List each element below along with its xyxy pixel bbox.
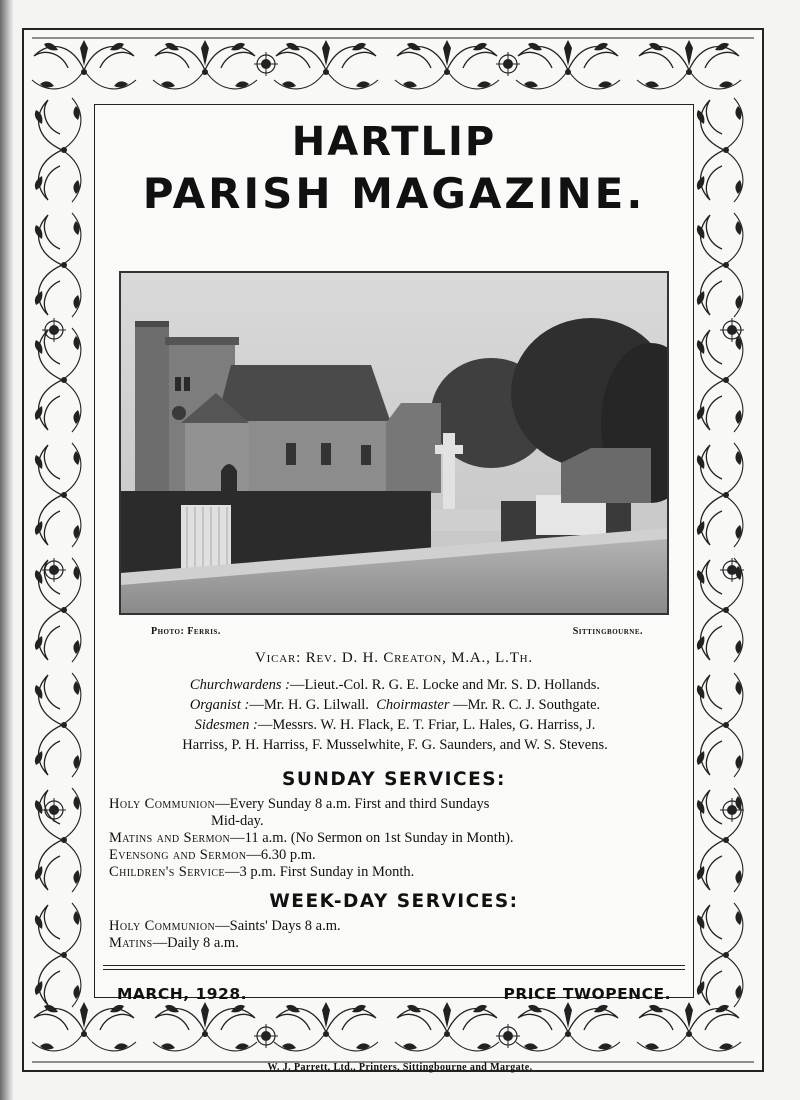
childrens-service-label: Children's Service (109, 864, 225, 880)
cover-content-frame (94, 104, 694, 1003)
vicar-line (95, 650, 693, 667)
holy-communion-continued: Mid-day. (211, 813, 264, 829)
weekday-holy-communion (109, 918, 679, 935)
weekday-holy-communion-times: —Saints' Days 8 a.m. (215, 918, 341, 934)
magazine-cover (22, 28, 764, 1072)
binding-spine (0, 0, 14, 1100)
sidesmen-line-1 (101, 715, 689, 735)
footer-rule-top (103, 965, 685, 966)
printer-imprint: W. J. Parrett, Ltd., Printers, Sittingbourne and Margate. (267, 1062, 533, 1073)
holy-communion-label: Holy Communion (109, 796, 216, 812)
childrens-service-times: —3 p.m. First Sunday in Month. (224, 864, 415, 880)
sidesmen-line-2: Harriss, P. H. Harriss, F. Musselwhite, F. G. Saunders, and W. S. Stevens. (182, 737, 608, 753)
organist-line (101, 695, 689, 715)
masthead-line-1: HARTLIP (291, 119, 497, 165)
weekday-services-heading: WEEK-DAY SERVICES: (269, 891, 519, 912)
organist-name: —Mr. H. G. Lilwall. (249, 697, 369, 713)
churchwardens-line (101, 675, 689, 695)
evensong-label: Evensong and Sermon (109, 847, 247, 863)
organist-label: Organist : (189, 697, 250, 713)
weekday-holy-communion-label: Holy Communion (109, 918, 216, 934)
church-photograph (119, 271, 669, 615)
choirmaster-name: —Mr. R. C. J. Southgate. (449, 697, 601, 713)
evensong-times: —6.30 p.m. (246, 847, 316, 863)
holy-communion-times: —Every Sunday 8 a.m. First and third Sundays (215, 796, 490, 812)
parish-officers (101, 675, 689, 755)
weekday-matins (109, 935, 679, 952)
issue-date: MARCH, 1928. (117, 985, 248, 1003)
matins-sermon-label: Matins and Sermon (109, 830, 231, 846)
masthead-line-2: PARISH MAGAZINE. (142, 169, 646, 218)
vicar-name: Rev. D. H. Creaton, M.A., L.Th. (305, 650, 533, 666)
weekday-matins-times: —Daily 8 a.m. (152, 935, 239, 951)
sunday-evensong (109, 847, 679, 864)
sunday-services-heading: SUNDAY SERVICES: (282, 769, 506, 790)
matins-sermon-times: —11 a.m. (No Sermon on 1st Sunday in Month). (230, 830, 514, 846)
churchwardens-names: —Lieut.-Col. R. G. E. Locke and Mr. S. D. Hollands. (289, 677, 601, 693)
church-photo-illustration (121, 273, 667, 613)
issue-price: PRICE TWOPENCE. (503, 985, 671, 1003)
footer-rule-bottom (103, 969, 685, 970)
photo-location: Sittingbourne. (572, 626, 643, 637)
photo-credit: Photo: Ferris. (151, 626, 221, 637)
sunday-services-list (109, 796, 679, 881)
choirmaster-label: Choirmaster (376, 697, 450, 713)
sunday-holy-communion (109, 796, 679, 813)
vicar-label: Vicar: (255, 650, 302, 666)
sunday-childrens-service (109, 864, 679, 881)
weekday-matins-label: Matins (109, 935, 153, 951)
sunday-matins (109, 830, 679, 847)
sidesmen-label: Sidesmen : (194, 717, 258, 733)
churchwardens-label: Churchwardens : (189, 677, 290, 693)
sidesmen-names-1: —Messrs. W. H. Flack, E. T. Friar, L. Hales, G. Harriss, J. (257, 717, 596, 733)
weekday-services-list (109, 918, 679, 952)
